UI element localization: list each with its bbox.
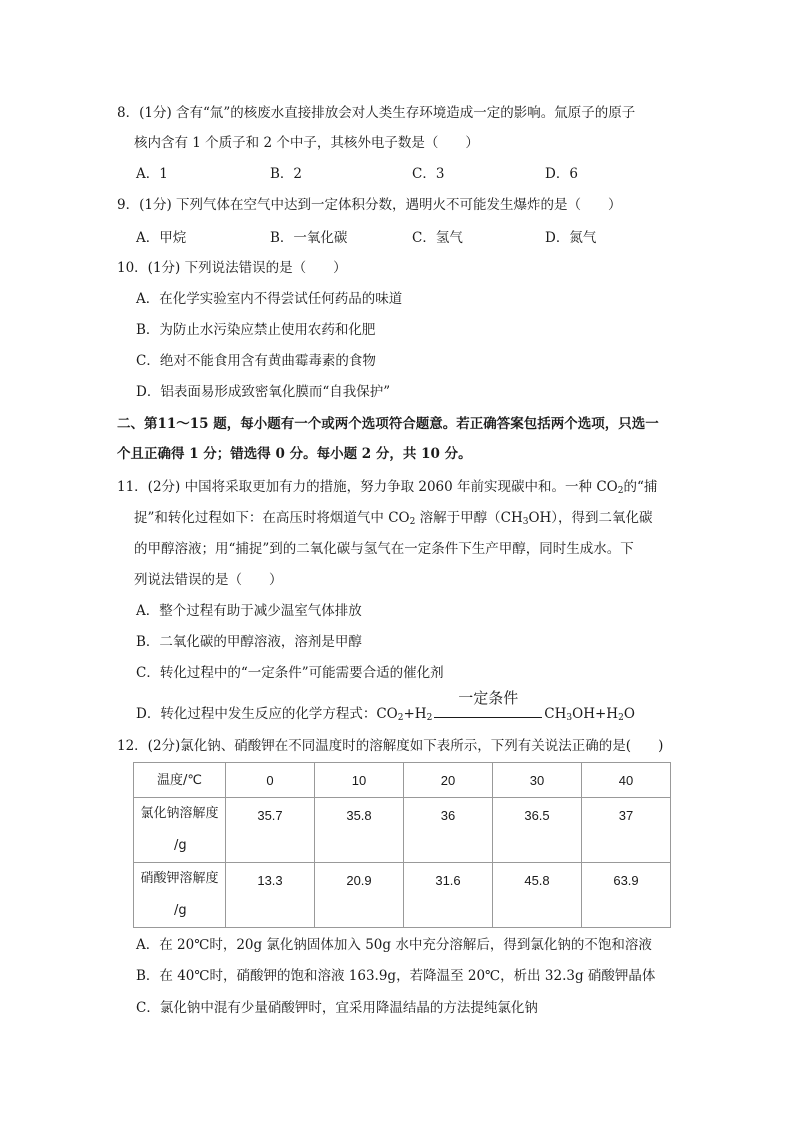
- q8-option-b: B．2: [270, 166, 303, 182]
- table-cell: 36.5: [493, 798, 582, 863]
- table-cell: 31.6: [404, 863, 493, 928]
- table-cell: 63.9: [582, 863, 671, 928]
- reaction-condition-arrow: 一定条件: [432, 704, 544, 724]
- table-row-label: 氯化钠溶解度 /g: [134, 798, 226, 863]
- table-cell: 30: [493, 763, 582, 798]
- q10-stem: 10．(1分) 下列说法错误的是（ ）: [117, 260, 347, 276]
- q11-stem-line3: 的甲醇溶液；用“捕捉”到的二氧化碳与氢气在一定条件下生产甲醇，同时生成水。下: [134, 541, 634, 557]
- table-cell: 20.9: [315, 863, 404, 928]
- table-cell: 40: [582, 763, 671, 798]
- table-cell: 20: [404, 763, 493, 798]
- table-cell: 45.8: [493, 863, 582, 928]
- table-cell: 36: [404, 798, 493, 863]
- table-cell: 35.8: [315, 798, 404, 863]
- q11-stem-line1: 11．(2分) 中国将采取更加有力的措施，努力争取 2060 年前实现碳中和。一种 $CO_2$的“捕: [117, 479, 658, 496]
- q11-option-c: C．转化过程中的“一定条件”可能需要合适的催化剂: [136, 665, 444, 681]
- solubility-table: [133, 762, 671, 928]
- q10-option-c: C．绝对不能食用含有黄曲霉毒素的食物: [136, 353, 376, 369]
- q11-option-a: A．整个过程有助于减少温室气体排放: [136, 603, 362, 619]
- section2-heading-line2: 个且正确得 1 分；错选得 0 分。每小题 2 分，共 10 分。: [117, 446, 472, 462]
- q9-option-b: B．一氧化碳: [270, 230, 348, 246]
- q8-option-d: D．6: [545, 166, 578, 182]
- q11-option-b: B．二氧化碳的甲醇溶液，溶剂是甲醇: [136, 634, 362, 650]
- q9-option-d: D．氮气: [545, 230, 597, 246]
- table-cell: 35.7: [226, 798, 315, 863]
- q9-option-a: A．甲烷: [136, 230, 187, 246]
- table-cell: 0: [226, 763, 315, 798]
- q12-option-a: A．在 20℃时，20g 氯化钠固体加入 50g 水中充分溶解后，得到氯化钠的不饱和溶液: [136, 937, 652, 953]
- table-row: [134, 863, 671, 928]
- q9-stem: 9．(1分) 下列气体在空气中达到一定体积分数，遇明火不可能发生爆炸的是（ ）: [117, 197, 622, 213]
- q8-option-c: C．3: [412, 166, 445, 182]
- section2-heading-line1: 二、第11～15 题，每小题有一个或两个选项符合题意。若正确答案包括两个选项，只选一: [117, 416, 659, 432]
- q8-stem-line1: 8．(1分) 含有“氚”的核废水直接排放会对人类生存环境造成一定的影响。氚原子的原子: [117, 105, 636, 121]
- q10-option-d: D．铝表面易形成致密氧化膜而“自我保护”: [136, 384, 391, 400]
- table-row: [134, 798, 671, 863]
- q12-stem: 12．(2分)氯化钠、硝酸钾在不同温度时的溶解度如下表所示，下列有关说法正确的是( ): [117, 738, 664, 754]
- q11-stem-line4: 列说法错误的是（ ）: [134, 572, 283, 588]
- q9-option-c: C．氢气: [412, 230, 463, 246]
- table-cell: 37: [582, 798, 671, 863]
- table-row-label: 硝酸钾溶解度 /g: [134, 863, 226, 928]
- q10-option-b: B．为防止水污染应禁止使用农药和化肥: [136, 322, 376, 338]
- q8-stem-line2: 核内含有 1 个质子和 2 个中子，其核外电子数是（ ）: [134, 135, 479, 151]
- table-cell: 温度/℃: [134, 763, 226, 798]
- q12-option-c: C．氯化钠中混有少量硝酸钾时，宜采用降温结晶的方法提纯氯化钠: [136, 1000, 538, 1016]
- q12-option-b: B．在 40℃时，硝酸钾的饱和溶液 163.9g，若降温至 20℃，析出 32.3g 硝酸钾晶体: [136, 968, 656, 984]
- q8-option-a: A．1: [136, 166, 168, 182]
- table-header-row: [134, 763, 671, 798]
- q10-option-a: A．在化学实验室内不得尝试任何药品的味道: [136, 291, 403, 307]
- q11-stem-line2: 捉”和转化过程如下：在高压时将烟道气中 $CO_2$ 溶解于甲醇$(CH_3OH)$，得到二氧化碳: [134, 510, 653, 527]
- table-cell: 13.3: [226, 863, 315, 928]
- q11-option-d: D．转化过程中发生反应的化学方程式：$CO_2+H_2$ 一定条件 $CH_3OH+H_2O$: [136, 689, 635, 723]
- table-cell: 10: [315, 763, 404, 798]
